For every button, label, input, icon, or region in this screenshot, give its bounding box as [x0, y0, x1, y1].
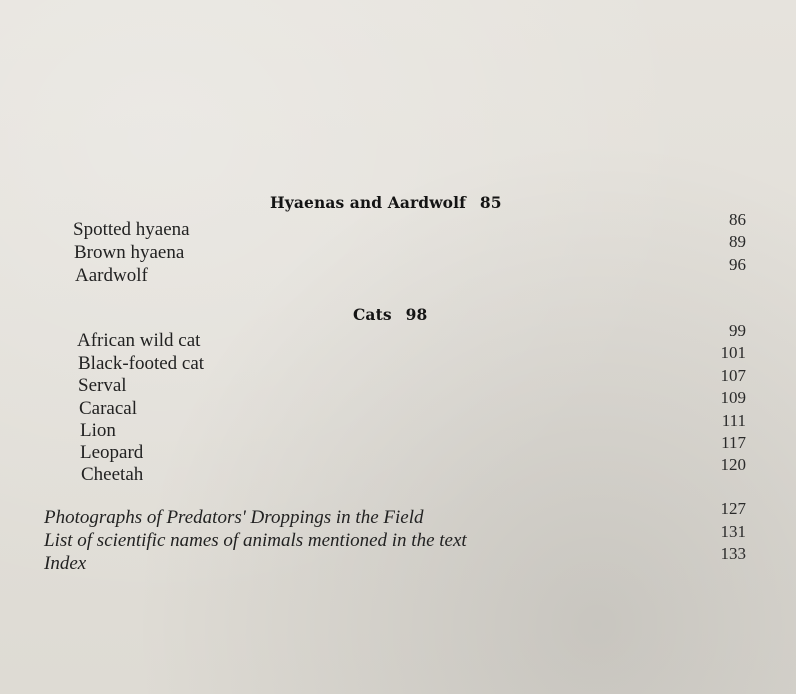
toc-entry-lion: Lion: [80, 420, 116, 441]
toc-entry-index: Index: [44, 553, 87, 574]
toc-page-number: 99: [729, 321, 746, 340]
toc-entry-black-footed-cat: Black-footed cat: [78, 353, 205, 374]
toc-entry-african-wild-cat: African wild cat: [77, 330, 201, 351]
toc-entry-scientific-names: List of scientific names of animals mentioned in the text: [44, 530, 467, 551]
section-title: Hyaenas and Aardwolf: [270, 193, 466, 212]
toc-entry-caracal: Caracal: [79, 398, 138, 419]
toc-entry-leopard: Leopard: [80, 442, 144, 463]
toc-page-number: 107: [720, 366, 746, 385]
toc-page-number: 109: [720, 388, 746, 407]
toc-entry-brown-hyaena: Brown hyaena: [74, 242, 185, 263]
toc-page-number: 127: [720, 499, 746, 518]
toc-entry-spotted-hyaena: Spotted hyaena: [73, 219, 190, 240]
section-heading-cats: [353, 305, 427, 324]
toc-page-number: 120: [720, 455, 746, 474]
toc-page-number: 111: [721, 411, 746, 430]
toc-entry-aardwolf: Aardwolf: [75, 265, 148, 286]
section-heading-hyaenas: [270, 193, 502, 212]
section-title: Cats: [353, 305, 392, 324]
toc-page-number: 131: [720, 522, 746, 541]
section-page-number: 85: [479, 193, 502, 212]
toc-page-number: 86: [729, 210, 746, 229]
toc-page-number: 133: [720, 544, 746, 563]
toc-page-number: 101: [720, 343, 746, 362]
toc-page-number: 117: [721, 433, 746, 452]
toc-entry-serval: Serval: [78, 375, 127, 396]
toc-entry-photographs: Photographs of Predators' Droppings in the Field: [44, 507, 424, 528]
section-page-number: 98: [405, 305, 428, 324]
toc-page-number: 96: [729, 255, 746, 274]
toc-entry-cheetah: Cheetah: [81, 464, 144, 485]
toc-page-number: 89: [729, 232, 746, 251]
